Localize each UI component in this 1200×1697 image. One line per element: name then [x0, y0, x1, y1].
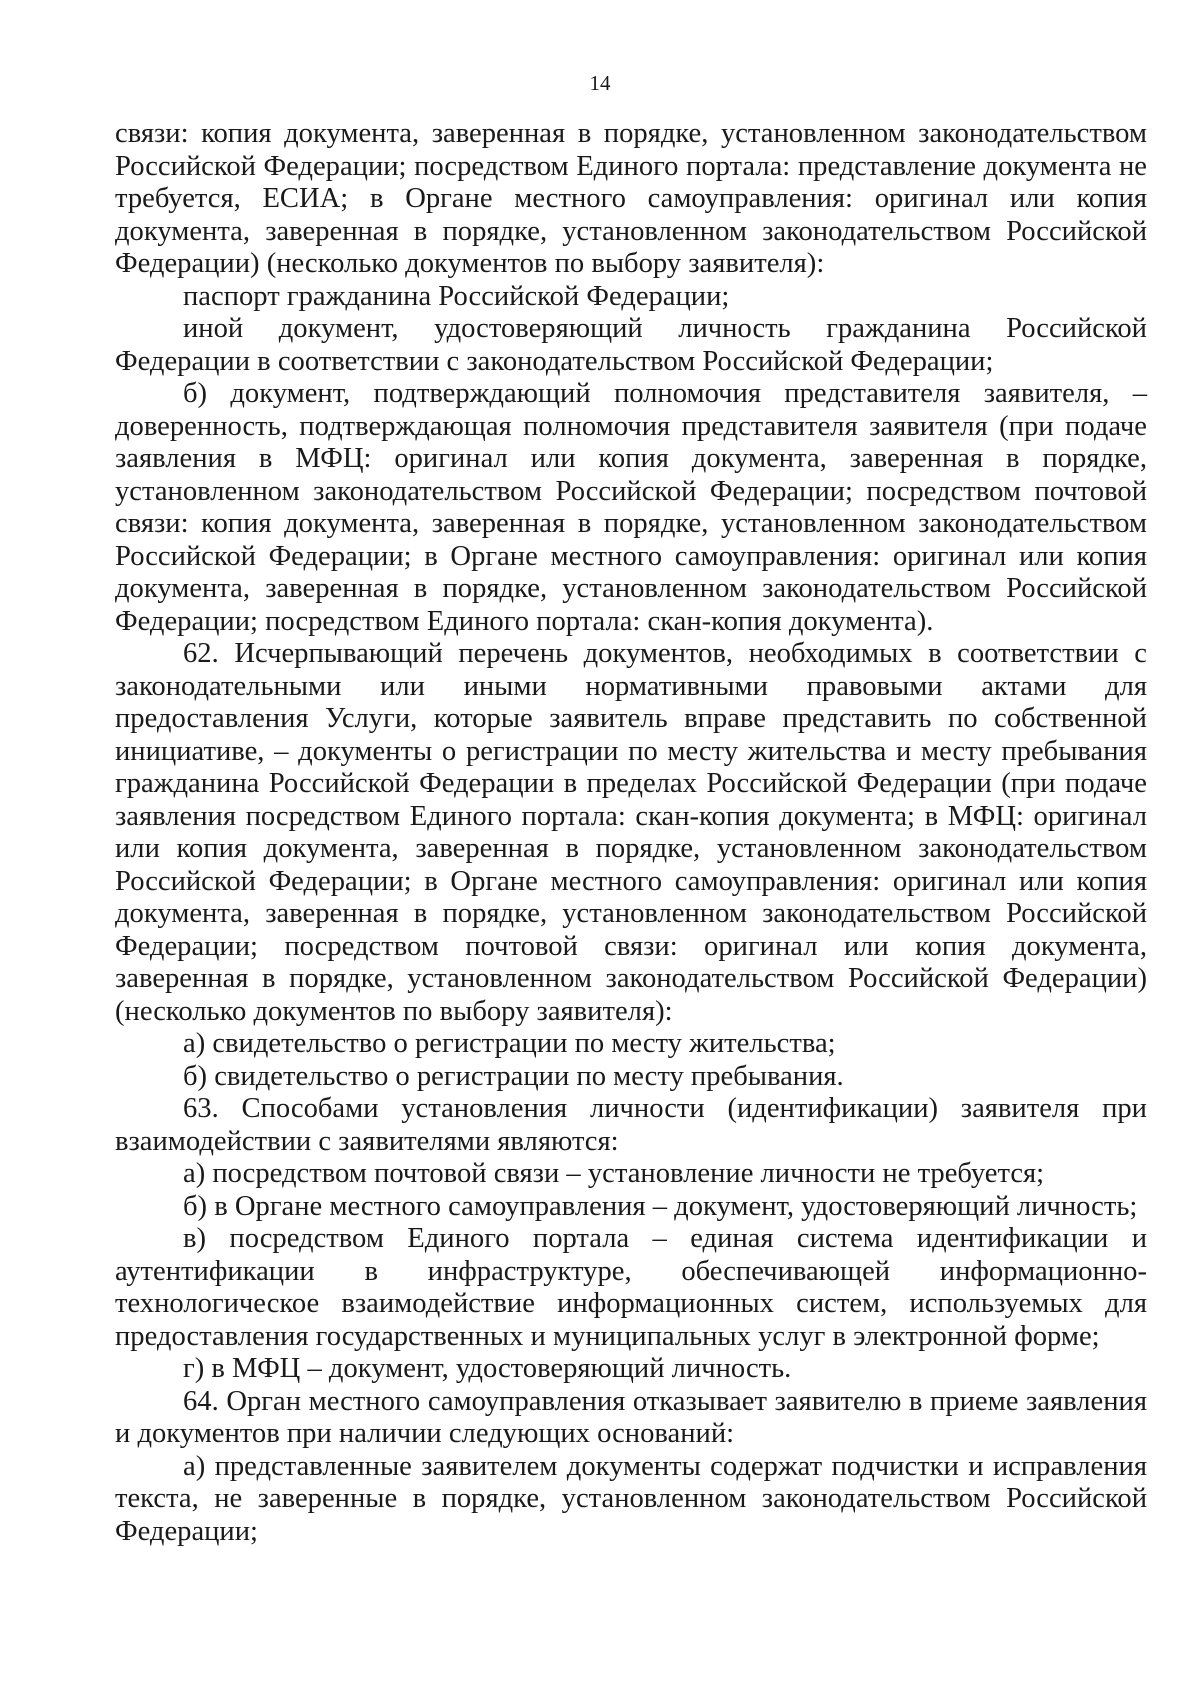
paragraph-64: 64. Орган местного самоуправления отказывает заявителю в приеме заявления и документов при наличии следующих оснований:	[115, 1385, 1147, 1449]
paragraph-62: 62. Исчерпывающий перечень документов, необходимых в соответствии с законодательными или иными нормативными правовыми актами для предоставления Услуги, которые заявитель вправе представить по собственной инициативе, – документы о регистрации по месту жительства и месту пребывания гражданина Российской Федерации в пределах Российской Федерации (при подаче заявления посредством Единого портала: скан-копия документа; в МФЦ: оригинал или копия документа, заверенная в порядке, установленном законодательством Российской Федерации; в Органе местного самоуправления: оригинал или копия документа, заверенная в порядке, установленном законодательством Российской Федерации; посредством почтовой связи: оригинал или копия документа, заверенная в порядке, установленном законодательством Российской Федерации) (несколько документов по выбору заявителя):	[115, 638, 1147, 1027]
page-number: 14	[589, 71, 611, 95]
paragraph-63-item-g: г) в МФЦ – документ, удостоверяющий личность.	[183, 1353, 792, 1384]
paragraph-passport: паспорт гражданина Российской Федерации;	[183, 280, 730, 312]
paragraph-63: 63. Способами установления личности (идентификации) заявителя при взаимодействии с заявителями являются:	[115, 1093, 1147, 1157]
paragraph-64-item-a: а) представленные заявителем документы содержат подчистки и исправления текста, не заверенные в порядке, установленном законодательством Российской Федерации;	[115, 1450, 1147, 1547]
paragraph-62-item-b: б) свидетельство о регистрации по месту пребывания.	[183, 1060, 844, 1092]
paragraph-other-id-document: иной документ, удостоверяющий личность гражданина Российской Федерации в соответствии с законодательством Российской Федерации;	[115, 313, 1147, 377]
paragraph-63-item-b: б) в Органе местного самоуправления – документ, удостоверяющий личность;	[183, 1190, 1138, 1222]
document-body	[115, 118, 1147, 1548]
paragraph-63-item-a: а) посредством почтовой связи – установление личности не требуется;	[183, 1158, 1045, 1189]
paragraph-62-item-a: а) свидетельство о регистрации по месту жительства;	[183, 1028, 836, 1059]
paragraph-continuation: связи: копия документа, заверенная в порядке, установленном законодательством Российской Федерации; посредством Единого портала: представление документа не требуется, ЕСИА; в Органе местного самоуправления: оригинал или копия документа, заверенная в порядке, установленном законодательством Российской Федерации) (несколько документов по выбору заявителя):	[115, 118, 1147, 279]
paragraph-item-b-power-of-attorney: б) документ, подтверждающий полномочия представителя заявителя, – доверенность, подтверждающая полномочия представителя заявителя (при подаче заявления в МФЦ: оригинал или копия документа, заверенная в порядке, установленном законодательством Российской Федерации; посредством почтовой связи: копия документа, заверенная в порядке, установленном законодательством Российской Федерации; в Органе местного самоуправления: оригинал или копия документа, заверенная в порядке, установленном законодательством Российской Федерации; посредством Единого портала: скан-копия документа).	[115, 378, 1147, 637]
paragraph-63-item-v: в) посредством Единого портала – единая система идентификации и аутентификации в инфраструктуре, обеспечивающей информационно-технологическое взаимодействие информационных систем, используемых для предоставления государственных и муниципальных услуг в электронной форме;	[115, 1223, 1147, 1352]
